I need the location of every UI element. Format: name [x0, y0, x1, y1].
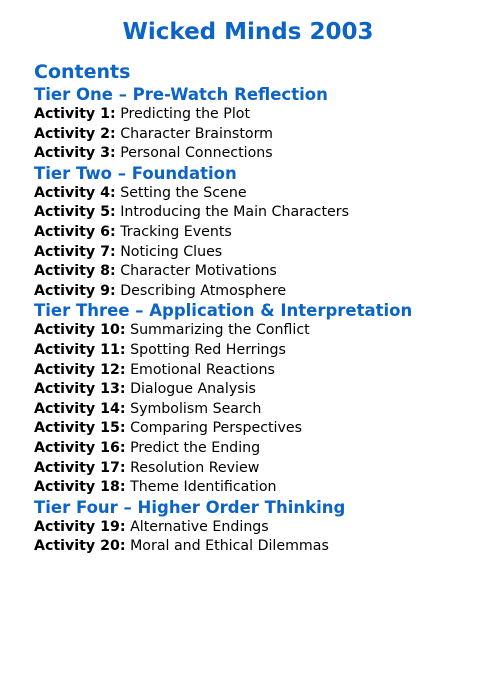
activity-number: Activity 14: — [34, 400, 126, 417]
activity-title: Theme Identification — [130, 479, 277, 496]
activity-row — [34, 223, 474, 243]
activity-number: Activity 17: — [34, 459, 126, 476]
activity-row — [34, 419, 474, 439]
activity-number: Activity 13: — [34, 381, 126, 398]
tier-heading: Tier Three – Application & Interpretation — [34, 301, 413, 321]
activity-title: Comparing Perspectives — [130, 420, 303, 437]
activity-row — [34, 262, 474, 282]
activity-row — [34, 459, 474, 479]
tier-heading: Tier One – Pre-Watch Reflection — [34, 85, 328, 104]
activity-number: Activity 1: — [34, 106, 116, 122]
activity-title: Summarizing the Conflict — [130, 322, 310, 339]
tier-section-1 — [34, 85, 474, 164]
activity-number: Activity 9: — [34, 282, 116, 299]
activity-title: Setting the Scene — [120, 184, 247, 201]
table-of-contents — [34, 59, 474, 557]
activity-row — [34, 203, 474, 223]
activity-title: Emotional Reactions — [130, 361, 275, 378]
activity-number: Activity 20: — [34, 538, 126, 555]
tier-section-3 — [34, 301, 474, 497]
activity-title: Alternative Endings — [130, 518, 269, 535]
activity-row — [34, 361, 474, 381]
activity-number: Activity 11: — [34, 341, 126, 358]
tier-section-4 — [34, 498, 474, 557]
activity-row — [34, 439, 474, 459]
activity-row — [34, 478, 474, 498]
activity-number: Activity 10: — [34, 322, 126, 339]
activity-row — [34, 125, 474, 145]
activity-number: Activity 5: — [34, 204, 116, 221]
activity-row — [34, 105, 474, 125]
activity-title: Tracking Events — [120, 223, 232, 240]
activity-row — [34, 518, 474, 538]
tier-heading: Tier Four – Higher Order Thinking — [34, 497, 346, 517]
activity-title: Dialogue Analysis — [130, 381, 256, 398]
activity-number: Activity 4: — [34, 184, 116, 201]
activity-row — [34, 144, 474, 164]
activity-title: Describing Atmosphere — [120, 282, 287, 299]
contents-heading: Contents — [34, 61, 131, 83]
activity-title: Resolution Review — [130, 459, 260, 476]
activity-row — [34, 341, 474, 361]
activity-row — [34, 400, 474, 420]
tier-heading: Tier Two – Foundation — [34, 163, 237, 183]
activity-title: Symbolism Search — [130, 400, 262, 417]
tier-section-2 — [34, 164, 474, 302]
activity-row — [34, 537, 474, 557]
activity-number: Activity 19: — [34, 518, 126, 535]
document-title: Wicked Minds 2003 — [122, 19, 374, 45]
activity-number: Activity 2: — [34, 125, 116, 142]
activity-row — [34, 380, 474, 400]
activity-title: Predict the Ending — [130, 439, 261, 456]
activity-number: Activity 6: — [34, 223, 116, 240]
activity-row — [34, 184, 474, 204]
activity-number: Activity 3: — [34, 145, 116, 162]
activity-title: Introducing the Main Characters — [120, 204, 349, 221]
activity-number: Activity 16: — [34, 439, 126, 456]
activity-title: Character Motivations — [120, 263, 277, 280]
activity-row — [34, 243, 474, 263]
activity-number: Activity 7: — [34, 243, 116, 260]
activity-number: Activity 18: — [34, 479, 126, 496]
activity-number: Activity 12: — [34, 361, 126, 378]
activity-number: Activity 8: — [34, 263, 116, 280]
activity-row — [34, 282, 474, 302]
activity-row — [34, 321, 474, 341]
activity-number: Activity 15: — [34, 420, 126, 437]
activity-title: Personal Connections — [120, 145, 273, 162]
activity-title: Predicting the Plot — [120, 106, 251, 122]
activity-title: Moral and Ethical Dilemmas — [130, 538, 329, 555]
activity-title: Spotting Red Herrings — [130, 341, 286, 358]
activity-title: Character Brainstorm — [120, 125, 273, 142]
activity-title: Noticing Clues — [120, 243, 223, 260]
